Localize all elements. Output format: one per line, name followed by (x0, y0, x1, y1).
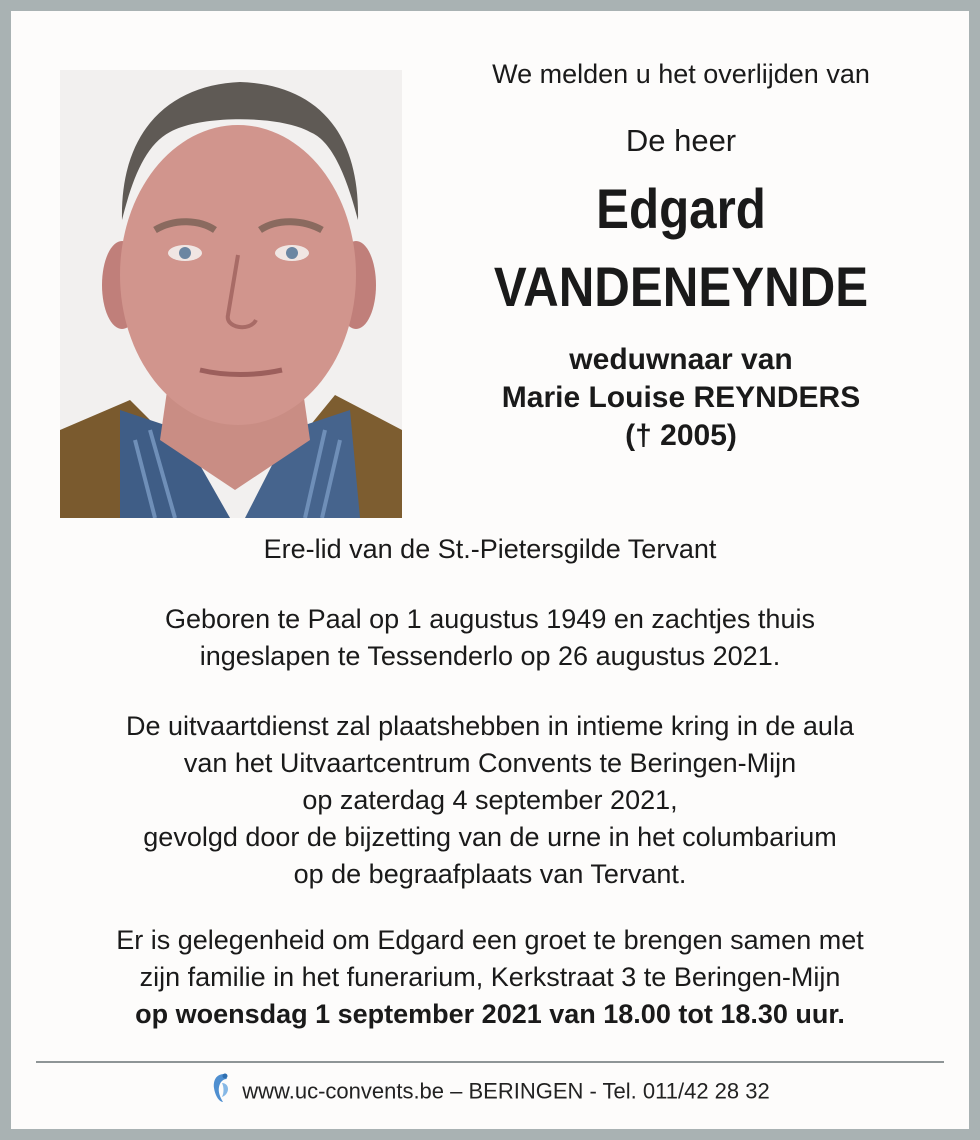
footer-contact[interactable]: www.uc-convents.be – BERINGEN - Tel. 011/42 28 32 (242, 1078, 770, 1104)
spouse-line-1: weduwnaar van (569, 343, 793, 376)
visit-line-1: Er is gelegenheid om Edgard een groet te brengen samen met (116, 925, 864, 955)
spouse-info (421, 341, 941, 455)
visit-line-3: op woensdag 1 september 2021 van 18.00 tot 18.30 uur. (135, 999, 845, 1029)
birth-line-1: Geboren te Paal op 1 augustus 1949 en zachtjes thuis (165, 604, 815, 634)
funeral-line-4: gevolgd door de bijzetting van de urne in het columbarium (143, 822, 837, 852)
honorific: De heer (625, 123, 737, 158)
spouse-line-2: Marie Louise REYNDERS (501, 381, 861, 414)
birth-line-2: ingeslapen te Tessenderlo op 26 augustus 2021. (199, 641, 781, 671)
funeral-line-5: op de begraafplaats van Tervant. (293, 859, 687, 889)
funeral-line-3: op zaterdag 4 september 2021, (302, 785, 678, 815)
membership-text: Ere-lid van de St.-Pietersgilde Tervant (263, 534, 717, 564)
funeral-paragraph (11, 708, 969, 893)
obituary-card (11, 11, 969, 1129)
last-name: VANDENEYNDE (493, 255, 869, 318)
footer-divider (36, 1061, 944, 1063)
funeral-line-2: van het Uitvaartcentrum Convents te Beringen-Mijn (183, 748, 797, 778)
visit-line-2: zijn familie in het funerarium, Kerkstraat 3 te Beringen-Mijn (139, 962, 841, 992)
funeral-line-1: De uitvaartdienst zal plaatshebben in intieme kring in de aula (126, 711, 854, 741)
announcement-header (421, 49, 941, 455)
first-name: Edgard (596, 177, 766, 240)
portrait-photo (60, 70, 402, 518)
footer (11, 1071, 969, 1114)
uc-convents-logo-icon (210, 1071, 232, 1114)
visitation-paragraph (11, 922, 969, 1033)
intro-text: We melden u het overlijden van (492, 59, 870, 89)
spouse-line-3: († 2005) (625, 419, 737, 452)
birth-paragraph (11, 601, 969, 675)
